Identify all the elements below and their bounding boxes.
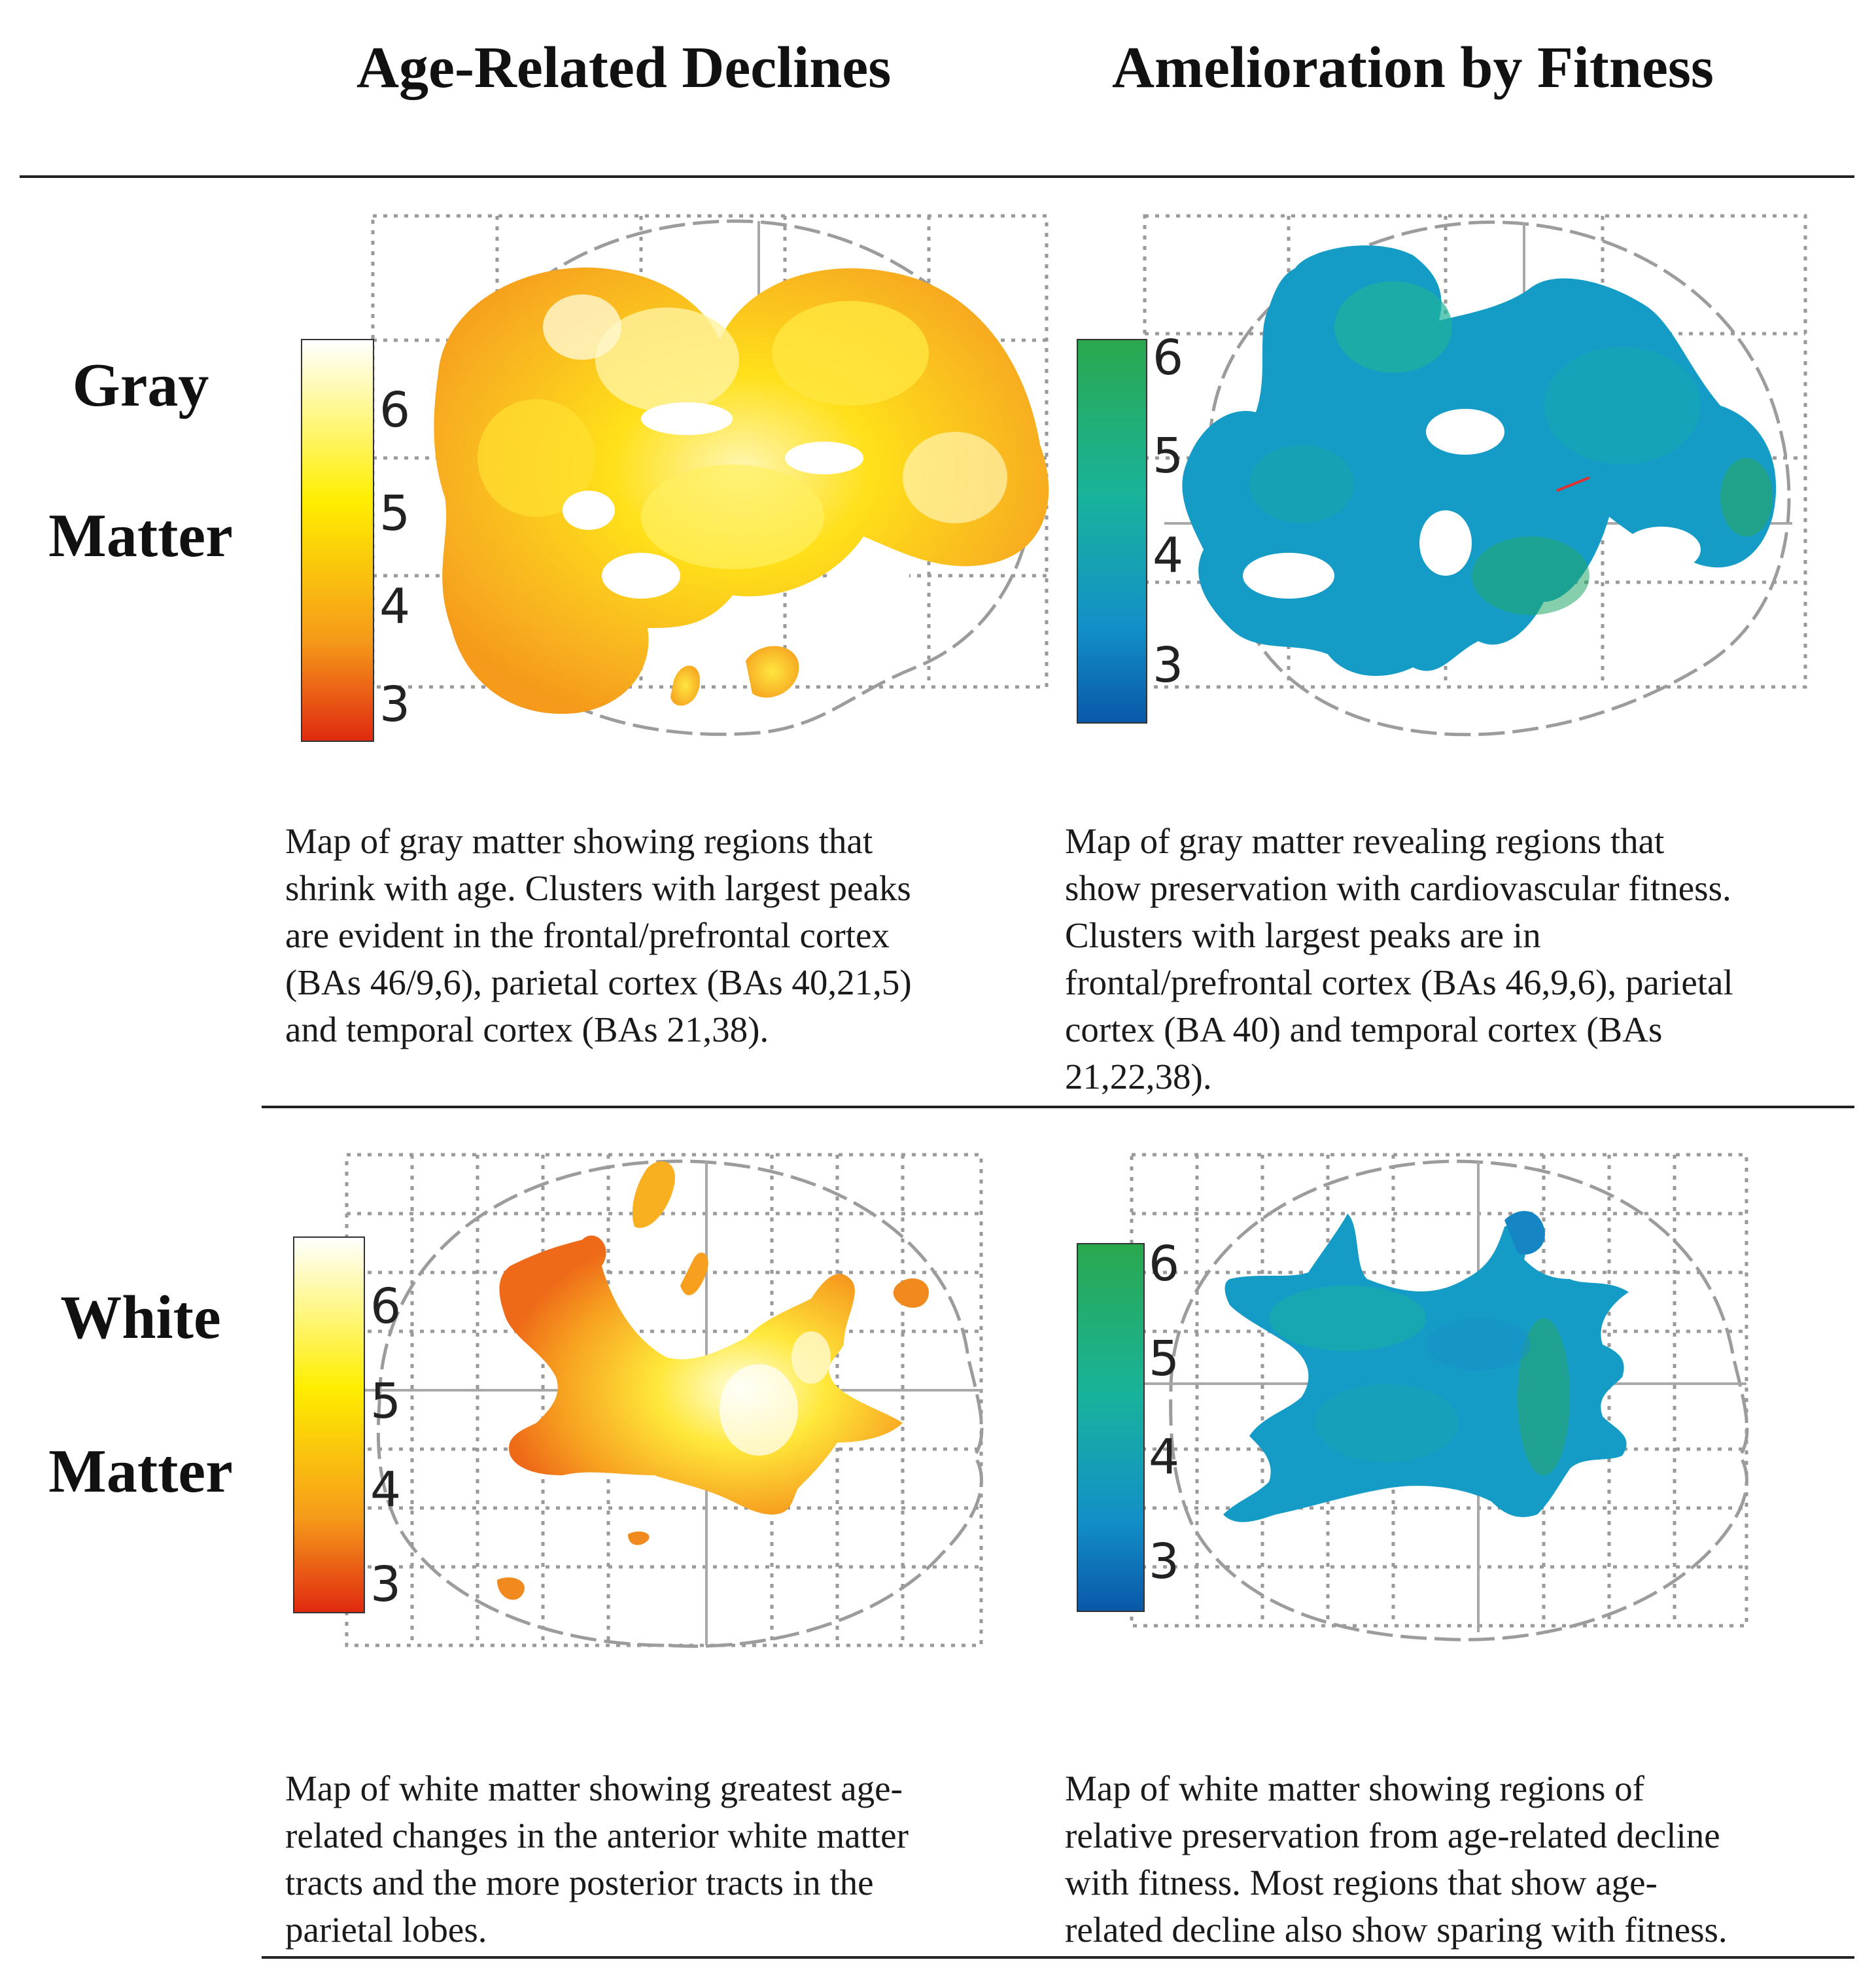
bottom-rule [262,1956,1854,1959]
white-right-tick-6: 6 [1149,1236,1180,1292]
white-right-tick-5: 5 [1149,1331,1180,1387]
column-header-age-related-declines: Age-Related Declines [356,35,892,100]
white-left-colorbar [293,1236,365,1613]
gray-right-activation-clusters [1182,245,1776,676]
white-right-tick-4: 4 [1149,1429,1180,1485]
white-left-tick-6: 6 [370,1278,402,1335]
gray-right-tick-6: 6 [1153,330,1184,386]
gray-left-tick-4: 4 [379,578,411,635]
gray-left-tick-3: 3 [379,676,411,733]
middle-rule [262,1106,1854,1108]
gray-right-tick-3: 3 [1153,637,1184,693]
row-label-white: White [60,1284,221,1352]
row-label-white-matter: Matter [48,1437,233,1505]
white-right-activation-clusters [1223,1211,1629,1522]
gray-right-tick-4: 4 [1153,527,1184,584]
top-rule [20,175,1854,178]
caption-white-age-decline: Map of white matter showing greatest age- related changes in the anterior white matter tracts and the more posterior tracts in the parietal lobes. [285,1768,909,1950]
white-right-colorbar [1077,1243,1145,1612]
column-header-amelioration-by-fitness: Amelioration by Fitness [1112,35,1714,100]
white-left-tick-4: 4 [370,1462,402,1518]
gray-right-tick-5: 5 [1153,428,1184,484]
row-label-gray-matter: Matter [48,502,233,570]
white-left-activation-clusters [497,1161,929,1600]
gray-right-colorbar [1077,339,1147,724]
gray-left-activation-clusters [434,268,1049,714]
white-left-tick-5: 5 [370,1373,402,1429]
caption-gray-age-decline: Map of gray matter showing regions that shrink with age. Clusters with largest peaks are evident in the frontal/prefrontal cortex (BAs 46/9,6), parietal cortex (BAs 40,21,5) and temporal cortex (BAs 21,38). [285,821,912,1049]
row-label-gray: Gray [72,351,209,419]
gray-matter-age-decline-map [366,209,1060,752]
gray-matter-fitness-map [1138,209,1818,746]
caption-gray-fitness: Map of gray matter revealing regions that show preservation with cardiovascular fitness. Clusters with largest peaks are in frontal/prefrontal cortex (BAs 46,9,6), parietal cortex (BA 40) and temporal cortex (BAs 21,22,38). [1065,821,1733,1096]
white-matter-fitness-map [1125,1148,1766,1645]
white-left-tick-3: 3 [370,1556,402,1613]
gray-left-tick-6: 6 [379,382,411,438]
gray-left-tick-5: 5 [379,485,411,542]
gray-left-colorbar [301,339,374,742]
white-matter-age-decline-map [340,1148,994,1658]
white-right-tick-3: 3 [1149,1534,1180,1590]
caption-white-fitness: Map of white matter showing regions of relative preservation from age-related decline with fitness. Most regions that show age- related decline also show sparing with fitness. [1065,1768,1728,1950]
